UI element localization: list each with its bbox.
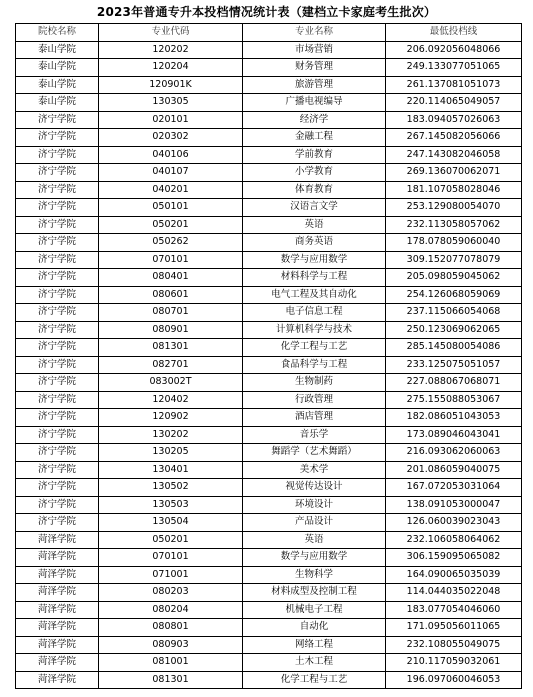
school-cell: 济宁学院 [16, 286, 99, 304]
major-code-cell: 130502 [99, 479, 243, 497]
major-code-cell: 040106 [99, 146, 243, 164]
table-body [16, 41, 522, 689]
major-name-cell: 化学工程与工艺 [243, 339, 386, 357]
major-code-cell: 080801 [99, 619, 243, 637]
school-cell: 济宁学院 [16, 426, 99, 444]
table-row [16, 479, 522, 497]
min-score-cell: 181.107058028046 [386, 181, 522, 199]
school-cell: 泰山学院 [16, 76, 99, 94]
major-name-cell: 英语 [243, 531, 386, 549]
major-name-cell: 生物制药 [243, 374, 386, 392]
major-name-cell: 音乐学 [243, 426, 386, 444]
major-code-cell: 120204 [99, 59, 243, 77]
min-score-cell: 178.078059060040 [386, 234, 522, 252]
school-cell: 济宁学院 [16, 251, 99, 269]
major-code-cell: 050201 [99, 216, 243, 234]
min-score-cell: 254.126068059069 [386, 286, 522, 304]
school-cell: 济宁学院 [16, 321, 99, 339]
major-name-cell: 化学工程与工艺 [243, 671, 386, 689]
major-name-cell: 学前教育 [243, 146, 386, 164]
min-score-cell: 232.108055049075 [386, 636, 522, 654]
major-code-cell: 120202 [99, 41, 243, 59]
major-name-cell: 体育教育 [243, 181, 386, 199]
min-score-cell: 173.089046043041 [386, 426, 522, 444]
table-row [16, 234, 522, 252]
school-cell: 菏泽学院 [16, 531, 99, 549]
major-name-cell: 电子信息工程 [243, 304, 386, 322]
page-title: 2023年普通专升本投档情况统计表（建档立卡家庭考生批次） [96, 5, 437, 19]
table-row [16, 59, 522, 77]
table-row [16, 496, 522, 514]
min-score-cell: 205.098059045062 [386, 269, 522, 287]
table-row [16, 111, 522, 129]
min-score-cell: 232.113058057062 [386, 216, 522, 234]
major-name-cell: 自动化 [243, 619, 386, 637]
major-name-cell: 生物科学 [243, 566, 386, 584]
major-name-cell: 市场营销 [243, 41, 386, 59]
school-cell: 菏泽学院 [16, 566, 99, 584]
table-row [16, 269, 522, 287]
school-cell: 泰山学院 [16, 41, 99, 59]
min-score-cell: 164.090065035039 [386, 566, 522, 584]
min-score-cell: 275.155088053067 [386, 391, 522, 409]
min-score-cell: 183.077054046060 [386, 601, 522, 619]
table-row [16, 94, 522, 112]
major-code-cell: 080903 [99, 636, 243, 654]
min-score-cell: 249.133077051065 [386, 59, 522, 77]
table-row [16, 671, 522, 689]
min-score-cell: 114.044035022048 [386, 584, 522, 602]
school-cell: 济宁学院 [16, 304, 99, 322]
school-cell: 济宁学院 [16, 111, 99, 129]
major-name-cell: 美术学 [243, 461, 386, 479]
column-header-major: 专业名称 [243, 24, 386, 42]
major-code-cell: 080601 [99, 286, 243, 304]
major-code-cell: 130504 [99, 514, 243, 532]
major-code-cell: 050201 [99, 531, 243, 549]
major-code-cell: 020302 [99, 129, 243, 147]
major-code-cell: 050262 [99, 234, 243, 252]
major-code-cell: 081301 [99, 339, 243, 357]
major-name-cell: 产品设计 [243, 514, 386, 532]
school-cell: 济宁学院 [16, 181, 99, 199]
min-score-cell: 171.095056011065 [386, 619, 522, 637]
admission-table [15, 23, 522, 689]
table-row [16, 129, 522, 147]
major-code-cell: 130305 [99, 94, 243, 112]
school-cell: 济宁学院 [16, 216, 99, 234]
table-row [16, 251, 522, 269]
min-score-cell: 233.125075051057 [386, 356, 522, 374]
major-code-cell: 130205 [99, 444, 243, 462]
school-cell: 济宁学院 [16, 164, 99, 182]
school-cell: 济宁学院 [16, 409, 99, 427]
min-score-cell: 237.115066054068 [386, 304, 522, 322]
major-name-cell: 广播电视编导 [243, 94, 386, 112]
table-row [16, 654, 522, 672]
table-row [16, 146, 522, 164]
major-code-cell: 080203 [99, 584, 243, 602]
min-score-cell: 269.136070062071 [386, 164, 522, 182]
min-score-cell: 306.159095065082 [386, 549, 522, 567]
major-name-cell: 电气工程及其自动化 [243, 286, 386, 304]
school-cell: 菏泽学院 [16, 549, 99, 567]
table-row [16, 566, 522, 584]
min-score-cell: 183.094057026063 [386, 111, 522, 129]
min-score-cell: 216.093062060063 [386, 444, 522, 462]
table-row [16, 41, 522, 59]
column-header-score: 最低投档线 [386, 24, 522, 42]
school-cell: 济宁学院 [16, 356, 99, 374]
major-code-cell: 070101 [99, 251, 243, 269]
major-code-cell: 130202 [99, 426, 243, 444]
major-name-cell: 材料科学与工程 [243, 269, 386, 287]
school-cell: 济宁学院 [16, 374, 99, 392]
major-code-cell: 040201 [99, 181, 243, 199]
school-cell: 济宁学院 [16, 496, 99, 514]
major-name-cell: 土木工程 [243, 654, 386, 672]
major-name-cell: 舞蹈学（艺术舞蹈） [243, 444, 386, 462]
major-code-cell: 080901 [99, 321, 243, 339]
major-name-cell: 食品科学与工程 [243, 356, 386, 374]
table-row [16, 76, 522, 94]
major-name-cell: 网络工程 [243, 636, 386, 654]
major-name-cell: 经济学 [243, 111, 386, 129]
major-code-cell: 071001 [99, 566, 243, 584]
school-cell: 泰山学院 [16, 94, 99, 112]
major-name-cell: 数学与应用数学 [243, 549, 386, 567]
school-cell: 菏泽学院 [16, 601, 99, 619]
school-cell: 济宁学院 [16, 146, 99, 164]
school-cell: 济宁学院 [16, 339, 99, 357]
table-row [16, 339, 522, 357]
min-score-cell: 250.123069062065 [386, 321, 522, 339]
table-row [16, 181, 522, 199]
min-score-cell: 138.091053000047 [386, 496, 522, 514]
table-row [16, 374, 522, 392]
major-name-cell: 小学教育 [243, 164, 386, 182]
table-row [16, 549, 522, 567]
table-row [16, 164, 522, 182]
major-code-cell: 081301 [99, 671, 243, 689]
table-row [16, 321, 522, 339]
school-cell: 济宁学院 [16, 444, 99, 462]
major-name-cell: 行政管理 [243, 391, 386, 409]
table-row [16, 619, 522, 637]
table-row [16, 286, 522, 304]
major-code-cell: 020101 [99, 111, 243, 129]
min-score-cell: 220.114065049057 [386, 94, 522, 112]
major-name-cell: 机械电子工程 [243, 601, 386, 619]
min-score-cell: 126.060039023043 [386, 514, 522, 532]
school-cell: 济宁学院 [16, 199, 99, 217]
table-row [16, 514, 522, 532]
major-code-cell: 120902 [99, 409, 243, 427]
major-name-cell: 数学与应用数学 [243, 251, 386, 269]
min-score-cell: 267.145082056066 [386, 129, 522, 147]
major-code-cell: 130503 [99, 496, 243, 514]
major-name-cell: 英语 [243, 216, 386, 234]
major-name-cell: 酒店管理 [243, 409, 386, 427]
min-score-cell: 253.129080054070 [386, 199, 522, 217]
table-row [16, 199, 522, 217]
major-code-cell: 040107 [99, 164, 243, 182]
school-cell: 泰山学院 [16, 59, 99, 77]
school-cell: 济宁学院 [16, 461, 99, 479]
major-code-cell: 081001 [99, 654, 243, 672]
min-score-cell: 182.086051043053 [386, 409, 522, 427]
min-score-cell: 210.117059032061 [386, 654, 522, 672]
major-name-cell: 环境设计 [243, 496, 386, 514]
major-name-cell: 金融工程 [243, 129, 386, 147]
school-cell: 菏泽学院 [16, 671, 99, 689]
table-row [16, 461, 522, 479]
school-cell: 济宁学院 [16, 479, 99, 497]
min-score-cell: 167.072053031064 [386, 479, 522, 497]
table-row [16, 216, 522, 234]
table-header-row [16, 24, 522, 42]
major-name-cell: 旅游管理 [243, 76, 386, 94]
min-score-cell: 201.086059040075 [386, 461, 522, 479]
school-cell: 菏泽学院 [16, 584, 99, 602]
major-code-cell: 070101 [99, 549, 243, 567]
column-header-school: 院校名称 [16, 24, 99, 42]
table-row [16, 531, 522, 549]
school-cell: 济宁学院 [16, 391, 99, 409]
school-cell: 济宁学院 [16, 269, 99, 287]
min-score-cell: 247.143082046058 [386, 146, 522, 164]
major-code-cell: 080401 [99, 269, 243, 287]
table-row [16, 636, 522, 654]
table-row [16, 444, 522, 462]
min-score-cell: 227.088067068071 [386, 374, 522, 392]
school-cell: 济宁学院 [16, 234, 99, 252]
min-score-cell: 285.145080054086 [386, 339, 522, 357]
table-row [16, 304, 522, 322]
min-score-cell: 232.106058064062 [386, 531, 522, 549]
major-name-cell: 材料成型及控制工程 [243, 584, 386, 602]
school-cell: 菏泽学院 [16, 636, 99, 654]
min-score-cell: 206.092056048066 [386, 41, 522, 59]
table-row [16, 601, 522, 619]
major-code-cell: 080204 [99, 601, 243, 619]
school-cell: 济宁学院 [16, 129, 99, 147]
table-row [16, 409, 522, 427]
table-row [16, 391, 522, 409]
major-name-cell: 财务管理 [243, 59, 386, 77]
school-cell: 菏泽学院 [16, 619, 99, 637]
school-cell: 济宁学院 [16, 514, 99, 532]
major-code-cell: 120402 [99, 391, 243, 409]
major-code-cell: 130401 [99, 461, 243, 479]
major-name-cell: 计算机科学与技术 [243, 321, 386, 339]
major-code-cell: 082701 [99, 356, 243, 374]
min-score-cell: 261.137081051073 [386, 76, 522, 94]
major-name-cell: 视觉传达设计 [243, 479, 386, 497]
table-row [16, 356, 522, 374]
min-score-cell: 309.152077078079 [386, 251, 522, 269]
school-cell: 菏泽学院 [16, 654, 99, 672]
column-header-code: 专业代码 [99, 24, 243, 42]
table-row [16, 426, 522, 444]
major-code-cell: 050101 [99, 199, 243, 217]
major-code-cell: 120901K [99, 76, 243, 94]
major-name-cell: 汉语言文学 [243, 199, 386, 217]
major-code-cell: 083002T [99, 374, 243, 392]
major-code-cell: 080701 [99, 304, 243, 322]
major-name-cell: 商务英语 [243, 234, 386, 252]
table-row [16, 584, 522, 602]
min-score-cell: 196.097060046053 [386, 671, 522, 689]
